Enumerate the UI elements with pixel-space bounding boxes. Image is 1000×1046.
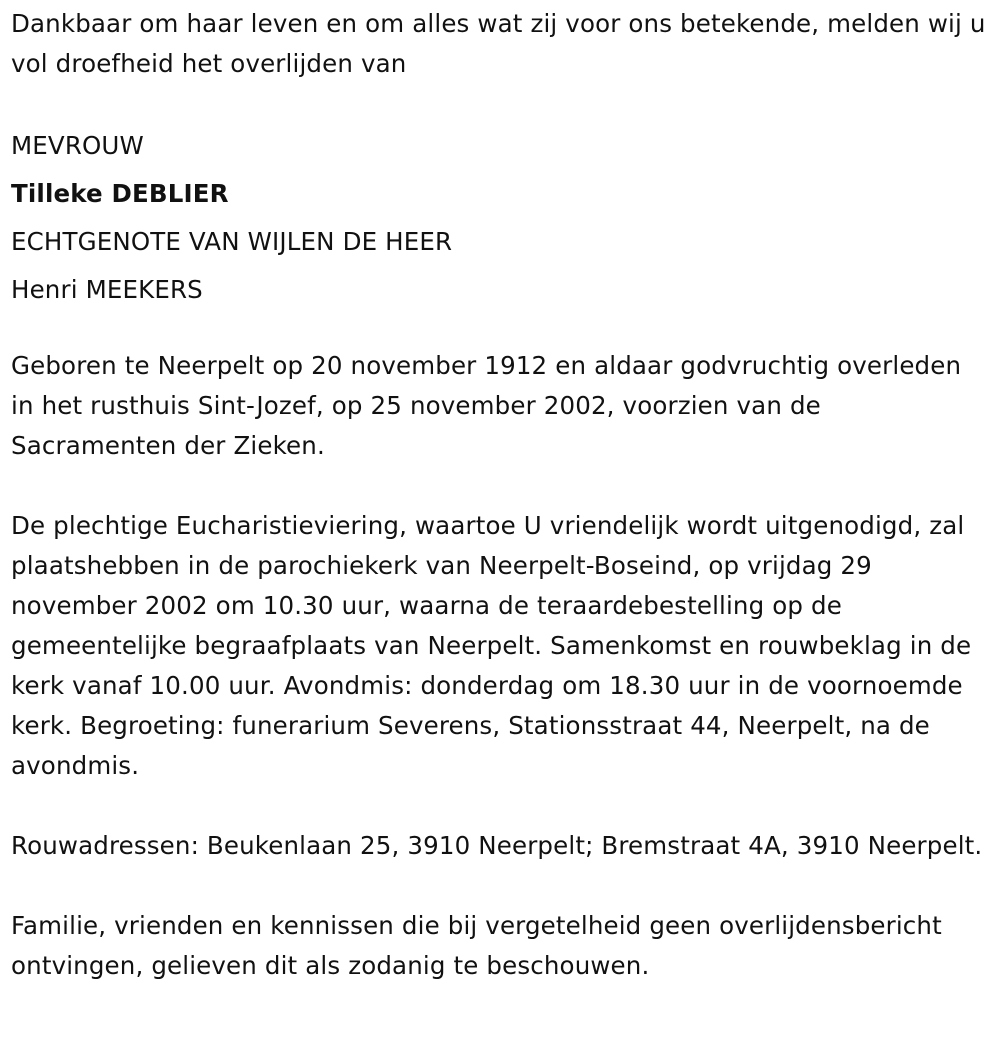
title-line: MEVROUW bbox=[11, 131, 144, 160]
deceased-name: Tilleke DEBLIER bbox=[11, 179, 229, 208]
spacer bbox=[11, 866, 991, 906]
spouse-label: ECHTGENOTE VAN WIJLEN DE HEER bbox=[11, 227, 453, 256]
birth-death-paragraph: Geboren te Neerpelt op 20 november 1912 en aldaar godvruchtig overleden in het rusthuis Sint-Jozef, op 25 november 2002, voorzien van de Sacramenten der Zieken. bbox=[11, 351, 962, 460]
obituary-document bbox=[11, 4, 991, 986]
addresses-paragraph: Rouwadressen: Beukenlaan 25, 3910 Neerpelt; Bremstraat 4A, 3910 Neerpelt. bbox=[11, 831, 983, 860]
spacer bbox=[11, 786, 991, 826]
spacer bbox=[11, 314, 991, 346]
intro-paragraph: Dankbaar om haar leven en om alles wat zij voor ons betekende, melden wij u vol droefheid het overlijden van bbox=[11, 9, 986, 78]
spacer bbox=[11, 466, 991, 506]
ceremony-paragraph: De plechtige Eucharistieviering, waartoe U vriendelijk wordt uitgenodigd, zal plaatshebben in de parochiekerk van Neerpelt-Boseind, op vrijdag 29 november 2002 om 10.30 uur, waarna de teraardebestelling op de gemeentelijke begraafplaats van Neerpelt. Samenkomst en rouwbeklag in de kerk vanaf 10.00 uur. Avondmis: donderdag om 18.30 uur in de voornoemde kerk. Begroeting: funerarium Severens, Stationsstraat 44, Neerpelt, na de avondmis. bbox=[11, 511, 972, 780]
spacer bbox=[11, 84, 991, 122]
closing-paragraph: Familie, vrienden en kennissen die bij vergetelheid geen overlijdensbericht ontvingen, gelieven dit als zodanig te beschouwen. bbox=[11, 911, 942, 980]
spouse-name: Henri MEEKERS bbox=[11, 275, 203, 304]
